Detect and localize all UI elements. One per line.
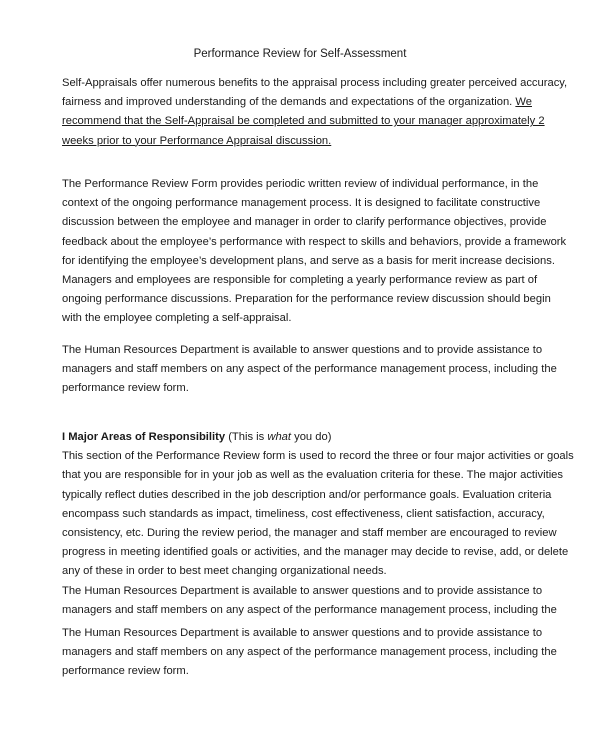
section-line: This section of the Performance Review form is used to record the three or four major activities or goals [62,450,574,463]
section-line: consistency, etc. During the review period, the manager and staff member are encouraged to review [62,526,557,539]
intro-line-2-text: fairness and improved understanding of the demands and expectations of the organization. [62,96,516,109]
form-line: for identifying the employee’s development plans, and serve as a basis for merit increase decisions. [62,254,555,267]
section-major-areas [62,428,574,582]
form-line: feedback about the employee’s performance with respect to skills and behaviors, provide a framework [62,235,567,248]
hr-line: The Human Resources Department is available to answer questions and to provide assistance to [62,344,543,356]
section-line: that you are responsible for in your job as well as the evaluation criteria for these. The major activities [62,469,563,482]
section-line: any of these in order to best meet changing organizational needs. [62,565,387,578]
section-heading [62,428,554,447]
section-heading-note-start: (This is [225,431,268,443]
section-heading-note-italic: what [267,431,291,443]
intro-line-4: weeks prior to your Performance Appraisal discussion. [62,134,332,147]
hr-line: The Human Resources Department is available to answer questions and to provide assistance to [62,585,543,597]
hr-paragraph-1 [62,341,557,399]
document-title: Performance Review for Self-Assessment [193,48,407,60]
section-line: encompass such standards as impact, timeliness, cost effectiveness, client satisfaction, accuracy, [62,507,545,520]
hr-paragraph-3 [62,624,557,682]
section-line: progress in meeting identified goals or activities, and the manager may decide to revise, add, or delete [62,546,569,559]
section-heading-title: I Major Areas of Responsibility [62,431,226,443]
form-line: The Performance Review Form provides periodic written review of individual performance, in the [62,178,539,190]
form-line: context of the ongoing performance management process. It is designed to facilitate constructive [62,197,541,210]
hr-line: performance review form. [62,665,189,678]
intro-paragraph [62,74,568,151]
hr-paragraph-2 [62,582,557,620]
section-line: typically reflect duties described in the job description and/or performance goals. Evaluation criteria [62,488,552,501]
hr-line: managers and staff members on any aspect of the performance management process, including the [62,363,557,376]
form-line: ongoing performance discussions. Preparation for the performance review discussion should begin [62,293,551,306]
hr-line: managers and staff members on any aspect of the performance management process, including the [62,604,557,617]
intro-line-2-underlined: We [515,96,532,109]
hr-line: managers and staff members on any aspect of the performance management process, including the [62,646,557,659]
form-line: with the employee completing a self-appraisal. [62,312,292,325]
section-heading-note-end: you do) [291,431,332,443]
hr-line: performance review form. [62,382,189,395]
form-line: discussion between the employee and manager in order to clarify performance objectives, provide [62,216,547,229]
form-line: Managers and employees are responsible for completing a yearly performance review as part of [62,273,538,286]
intro-line-2 [62,93,554,112]
form-paragraph [62,175,567,329]
hr-line: The Human Resources Department is available to answer questions and to provide assistance to [62,627,543,639]
intro-line-1: Self-Appraisals offer numerous benefits to the appraisal process including greater perceived accuracy, [62,77,568,89]
intro-line-3: recommend that the Self-Appraisal be completed and submitted to your manager approximately 2 [62,115,545,128]
